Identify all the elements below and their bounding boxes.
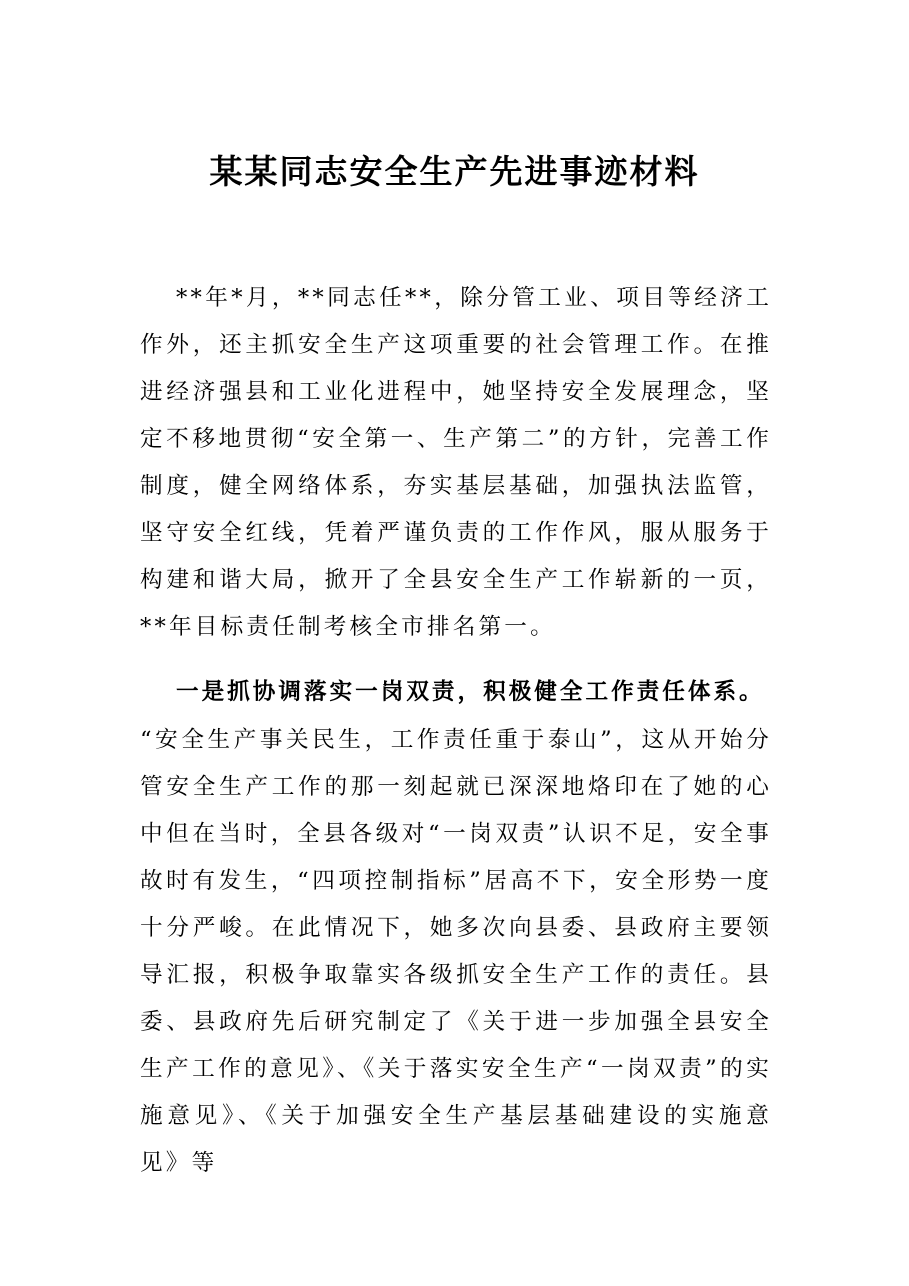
section-1-heading: 一是抓协调落实一岗双责，积极健全工作责任体系。 <box>176 679 765 705</box>
document-title: 某某同志安全生产先进事迹材料 <box>209 152 700 191</box>
section-1-text: “安全生产事关民生，工作责任重于泰山”，这从开始分管安全生产工作的那一刻起就已深深地烙印在了她的心中但在当时，全县各级对“一岗双责”认识不足，安全事故时有发生，“四项控制指标”居高不下，安全形势一度十分严峻。在此情况下，她多次向县委、县政府主要领导汇报，积极争取靠实各级抓安全生产工作的责任。县委、县政府先后研究制定了《关于进一步加强全县安全生产工作的意见》、《关于落实安全生产“一岗双责”的实施意见》、《关于加强安全生产基层基础建设的实施意见》等 <box>140 727 772 1176</box>
section-1 <box>140 667 772 1187</box>
intro-paragraph: **年*月，**同志任**，除分管工业、项目等经济工作外，还主抓安全生产这项重要的社会管理工作。在推进经济强县和工业化进程中，她坚持安全发展理念，坚定不移地贯彻“安全第一、生产第二”的方针，完善工作制度，健全网络体系，夯实基层基础，加强执法监管，坚守安全红线，凭着严谨负责的工作作风，服从服务于构建和谐大局，掀开了全县安全生产工作崭新的一页，**年目标责任制考核全市排名第一。 <box>140 285 772 640</box>
